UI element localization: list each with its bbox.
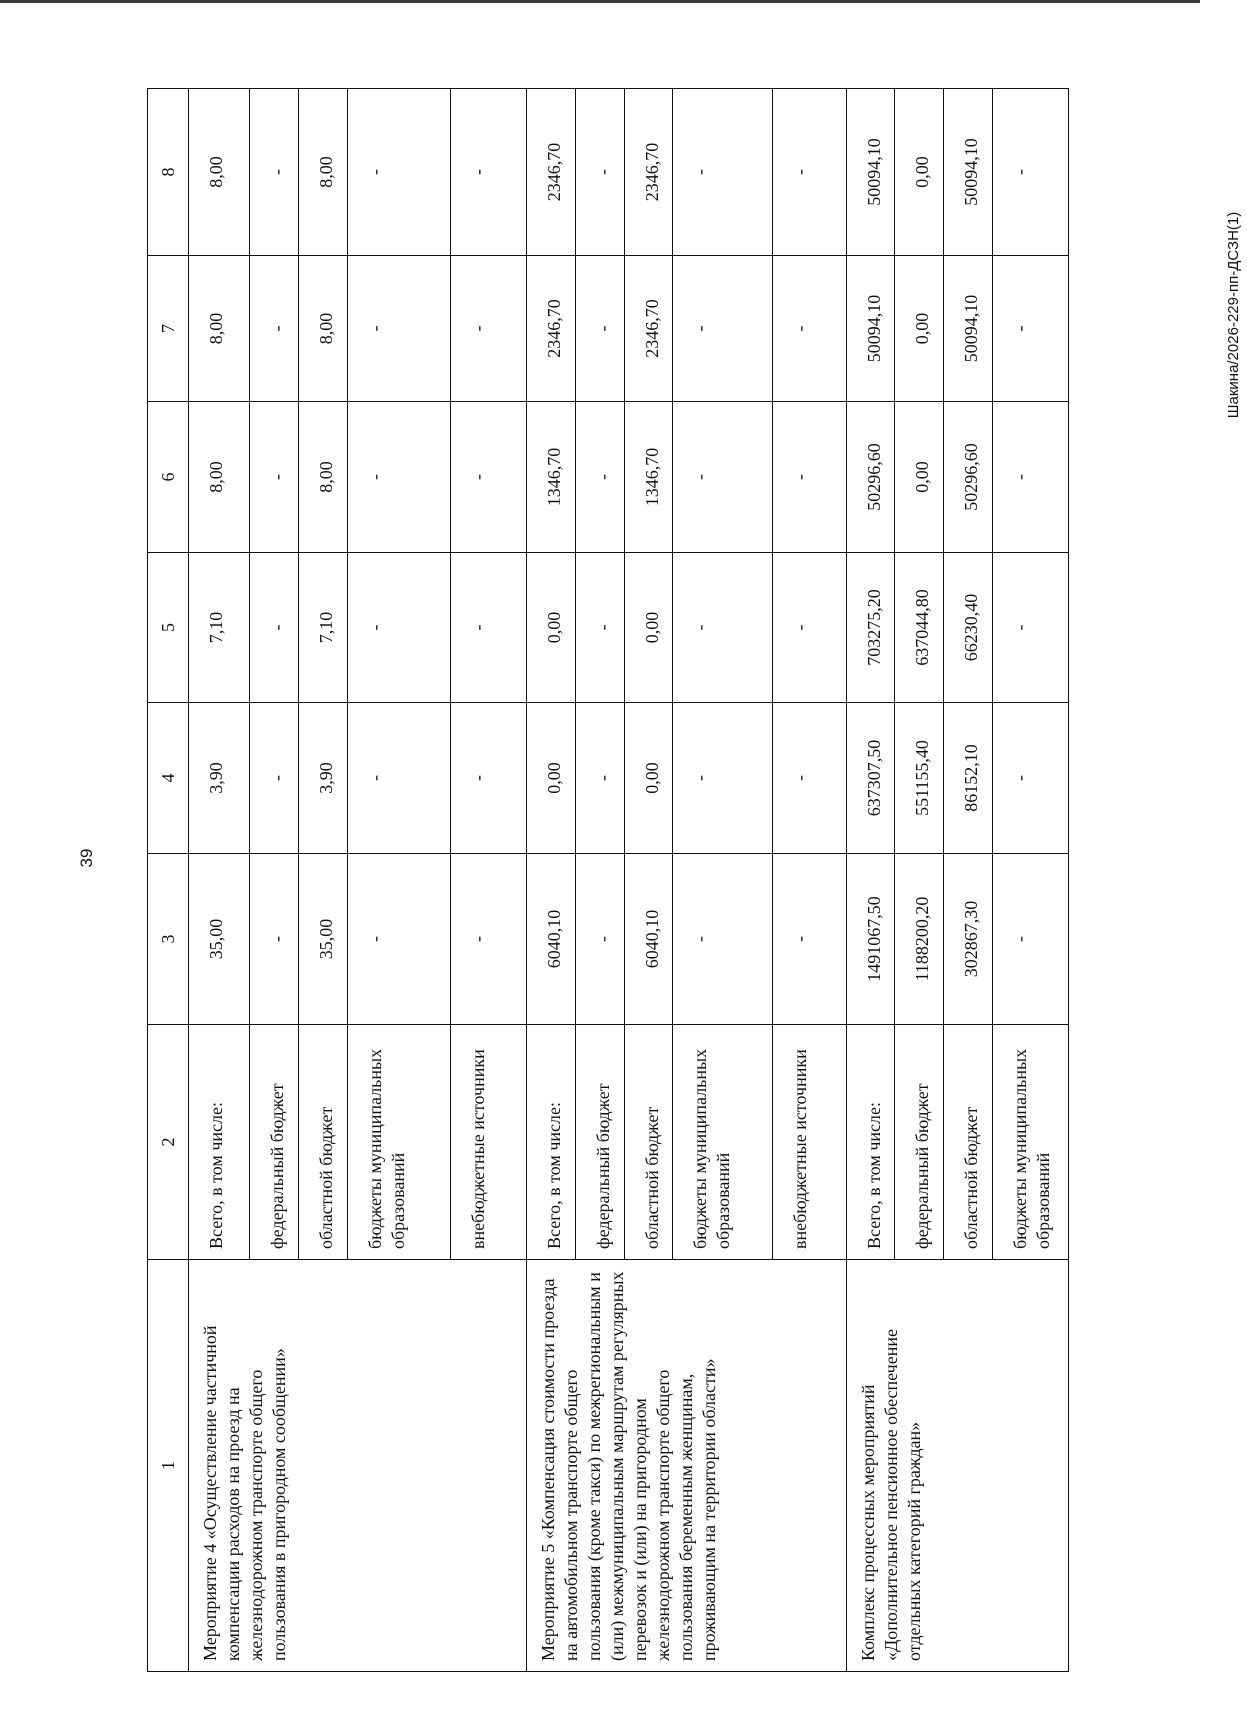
scan-edge bbox=[0, 0, 1200, 3]
document-code-footer: Шакина/2026-229-пп-ДСЗН(1) bbox=[1225, 211, 1242, 419]
value-col-4: 86152,10 bbox=[944, 703, 993, 854]
value-col-4: - bbox=[250, 703, 299, 854]
header-col-8: 8 bbox=[148, 89, 189, 256]
value-col-6: - bbox=[347, 402, 451, 553]
value-col-3: 6040,10 bbox=[624, 854, 673, 1025]
value-col-3: 1188200,20 bbox=[895, 854, 944, 1025]
value-col-8: 2346,70 bbox=[624, 89, 673, 256]
value-col-8: 0,00 bbox=[895, 89, 944, 256]
value-col-6: 8,00 bbox=[189, 402, 250, 553]
value-col-6: - bbox=[772, 402, 846, 553]
value-col-4: - bbox=[347, 703, 451, 854]
header-col-2: 2 bbox=[148, 1025, 189, 1260]
value-col-4: 551155,40 bbox=[895, 703, 944, 854]
value-col-3: - bbox=[992, 854, 1068, 1025]
value-col-6: 50296,60 bbox=[944, 402, 993, 553]
value-col-5: - bbox=[451, 553, 527, 703]
header-col-3: 3 bbox=[148, 854, 189, 1025]
value-col-3: 35,00 bbox=[189, 854, 250, 1025]
value-col-7: 8,00 bbox=[189, 256, 250, 402]
value-col-5: 66230,40 bbox=[944, 553, 993, 703]
value-col-6: - bbox=[576, 402, 625, 553]
value-col-4: 3,90 bbox=[298, 703, 347, 854]
value-col-8: - bbox=[347, 89, 451, 256]
table-wrapper bbox=[147, 89, 1069, 1672]
value-col-7: - bbox=[451, 256, 527, 402]
value-col-5: 7,10 bbox=[298, 553, 347, 703]
value-col-3: - bbox=[772, 854, 846, 1025]
value-col-8: - bbox=[992, 89, 1068, 256]
value-col-3: 35,00 bbox=[298, 854, 347, 1025]
source-label: бюджеты муниципальных образований bbox=[992, 1025, 1068, 1260]
source-label: областной бюджет bbox=[298, 1025, 347, 1260]
source-label: Всего, в том числе: bbox=[846, 1025, 895, 1260]
value-col-8: 8,00 bbox=[189, 89, 250, 256]
value-col-3: - bbox=[451, 854, 527, 1025]
value-col-3: 1491067,50 bbox=[846, 854, 895, 1025]
value-col-6: - bbox=[250, 402, 299, 553]
header-col-1: 1 bbox=[148, 1260, 189, 1672]
value-col-5: 637044,80 bbox=[895, 553, 944, 703]
value-col-3: 6040,10 bbox=[527, 854, 576, 1025]
value-col-3: 302867,30 bbox=[944, 854, 993, 1025]
header-col-4: 4 bbox=[148, 703, 189, 854]
value-col-7: 2346,70 bbox=[527, 256, 576, 402]
source-label: областной бюджет bbox=[944, 1025, 993, 1260]
value-col-6: - bbox=[992, 402, 1068, 553]
value-col-3: - bbox=[250, 854, 299, 1025]
value-col-7: 0,00 bbox=[895, 256, 944, 402]
value-col-5: - bbox=[992, 553, 1068, 703]
header-col-7: 7 bbox=[148, 256, 189, 402]
value-col-7: - bbox=[576, 256, 625, 402]
value-col-7: - bbox=[772, 256, 846, 402]
measure-name: Мероприятие 5 «Компенсация стоимости проезда на автомобильном транспорте общего пользования (кроме такси) по межрегиональным и (или) межмуниципальным маршрутам регулярных перевозок и (или) на пригородном железнодорожном транспорте общего пользования беременным женщинам, проживающим на территории области» bbox=[527, 1260, 846, 1672]
value-col-5: - bbox=[576, 553, 625, 703]
value-col-5: 703275,20 bbox=[846, 553, 895, 703]
value-col-4: 637307,50 bbox=[846, 703, 895, 854]
value-col-8: - bbox=[673, 89, 772, 256]
source-label: федеральный бюджет bbox=[895, 1025, 944, 1260]
measure-name: Комплекс процессных мероприятий «Дополнительное пенсионное обеспечение отдельных категорий граждан» bbox=[846, 1260, 1068, 1672]
value-col-3: - bbox=[347, 854, 451, 1025]
source-label: областной бюджет bbox=[624, 1025, 673, 1260]
value-col-7: - bbox=[347, 256, 451, 402]
value-col-4: 0,00 bbox=[624, 703, 673, 854]
source-label: Всего, в том числе: bbox=[189, 1025, 250, 1260]
value-col-8: - bbox=[451, 89, 527, 256]
measure-name: Мероприятие 4 «Осуществление частичной компенсации расходов на проезд на железнодорожном транспорте общего пользования в пригородном сообщении» bbox=[189, 1260, 527, 1672]
header-col-5: 5 bbox=[148, 553, 189, 703]
value-col-7: - bbox=[673, 256, 772, 402]
value-col-5: - bbox=[673, 553, 772, 703]
header-row bbox=[148, 89, 189, 1672]
value-col-4: - bbox=[451, 703, 527, 854]
value-col-5: - bbox=[347, 553, 451, 703]
value-col-6: - bbox=[673, 402, 772, 553]
value-col-4: - bbox=[673, 703, 772, 854]
value-col-6: 1346,70 bbox=[527, 402, 576, 553]
value-col-8: - bbox=[250, 89, 299, 256]
value-col-4: 3,90 bbox=[189, 703, 250, 854]
value-col-7: 50094,10 bbox=[846, 256, 895, 402]
page-number: 39 bbox=[77, 848, 96, 868]
source-label: бюджеты муниципальных образований bbox=[673, 1025, 772, 1260]
value-col-8: 50094,10 bbox=[944, 89, 993, 256]
table-row bbox=[189, 89, 250, 1672]
value-col-4: - bbox=[772, 703, 846, 854]
source-label: бюджеты муниципальных образований bbox=[347, 1025, 451, 1260]
value-col-6: 8,00 bbox=[298, 402, 347, 553]
value-col-7: 8,00 bbox=[298, 256, 347, 402]
value-col-5: - bbox=[772, 553, 846, 703]
value-col-8: 8,00 bbox=[298, 89, 347, 256]
value-col-4: 0,00 bbox=[527, 703, 576, 854]
value-col-6: 1346,70 bbox=[624, 402, 673, 553]
value-col-6: - bbox=[451, 402, 527, 553]
value-col-8: 50094,10 bbox=[846, 89, 895, 256]
value-col-3: - bbox=[673, 854, 772, 1025]
header-col-6: 6 bbox=[148, 402, 189, 553]
value-col-7: 2346,70 bbox=[624, 256, 673, 402]
value-col-7: - bbox=[992, 256, 1068, 402]
value-col-4: - bbox=[576, 703, 625, 854]
value-col-8: - bbox=[772, 89, 846, 256]
source-label: федеральный бюджет bbox=[576, 1025, 625, 1260]
value-col-5: - bbox=[250, 553, 299, 703]
value-col-5: 0,00 bbox=[527, 553, 576, 703]
value-col-7: - bbox=[250, 256, 299, 402]
value-col-5: 0,00 bbox=[624, 553, 673, 703]
source-label: внебюджетные источники bbox=[772, 1025, 846, 1260]
table-row bbox=[527, 89, 576, 1672]
table-row bbox=[846, 89, 895, 1672]
value-col-5: 7,10 bbox=[189, 553, 250, 703]
value-col-4: - bbox=[992, 703, 1068, 854]
value-col-8: 2346,70 bbox=[527, 89, 576, 256]
source-label: внебюджетные источники bbox=[451, 1025, 527, 1260]
financing-table bbox=[147, 88, 1069, 1672]
value-col-7: 50094,10 bbox=[944, 256, 993, 402]
value-col-8: - bbox=[576, 89, 625, 256]
source-label: федеральный бюджет bbox=[250, 1025, 299, 1260]
value-col-6: 50296,60 bbox=[846, 402, 895, 553]
source-label: Всего, в том числе: bbox=[527, 1025, 576, 1260]
value-col-3: - bbox=[576, 854, 625, 1025]
value-col-6: 0,00 bbox=[895, 402, 944, 553]
